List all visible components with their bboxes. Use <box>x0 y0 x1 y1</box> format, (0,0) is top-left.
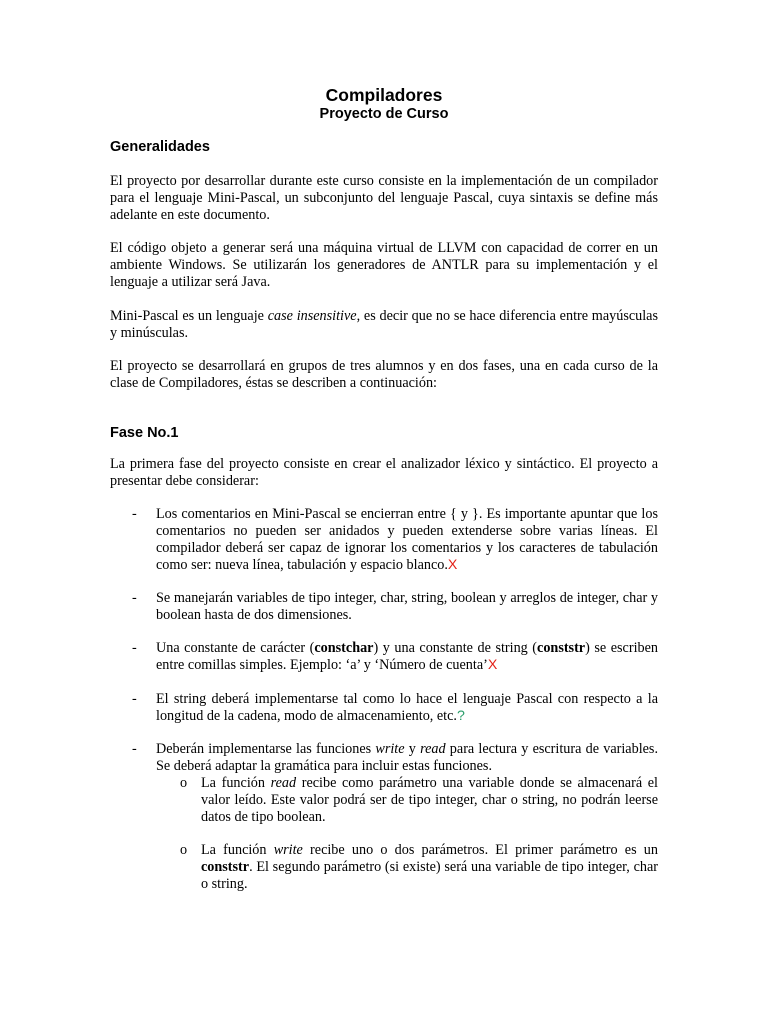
text-run: ) y una constante de string ( <box>373 640 538 656</box>
keyword-conststr: conststr <box>537 640 586 656</box>
paragraph-grupos: El proyecto se desarrollará en grupos de tres alumnos y en dos fases, una en cada curso de la clase de Compiladores, éstas se describen a continuación: <box>110 358 658 391</box>
red-x-mark: X <box>487 657 498 673</box>
text-run: Los comentarios en Mini-Pascal se encierran entre { y }. Es importante apuntar que los comentarios no pueden ser anidados y pueden extenderse sobre varias líneas. El compilador deberá ser capaz de ignorar los comentarios y los caracteres de tabulación como ser: nueva línea, tabulación y espacio blanco. <box>156 506 658 573</box>
text-run: La función <box>201 842 274 858</box>
text-run: Mini-Pascal es un lenguaje <box>110 308 268 324</box>
list-dash: - <box>132 691 137 707</box>
red-x-mark: X <box>447 557 458 573</box>
list-item-text <box>156 691 658 725</box>
document-subtitle: Proyecto de Curso <box>319 106 449 122</box>
sub-bullet: o <box>180 775 188 791</box>
sub-item-text <box>201 775 658 826</box>
paragraph-fase1-intro: La primera fase del proyecto consiste en crear el analizador léxico y sintáctico. El proyecto a presentar debe considerar: <box>110 456 658 489</box>
keyword-conststr: conststr <box>201 859 250 875</box>
list-dash: - <box>132 741 137 757</box>
emphasis-read: read <box>270 775 297 791</box>
text-run: . El segundo parámetro (si existe) será una variable de tipo integer, char o string. <box>201 859 658 892</box>
list-dash: - <box>132 506 137 522</box>
text-run: y <box>404 741 421 757</box>
list-item-text <box>156 640 658 674</box>
text-run: La función <box>201 775 271 791</box>
text-run: recibe uno o dos parámetros. El primer parámetro es un <box>302 842 658 858</box>
emphasis-case-insensitive: case insensitive <box>267 308 357 324</box>
paragraph-codigo-objeto: El código objeto a generar será una máquina virtual de LLVM con capacidad de correr en un ambiente Windows. Se utilizarán los generadores de ANTLR para su implementación y el lenguaje a utilizar será Java. <box>110 240 658 290</box>
keyword-constchar: constchar <box>314 640 374 656</box>
list-dash: - <box>132 640 137 656</box>
text-run: , es decir que no se hace diferencia entre mayúsculas y minúsculas. <box>110 308 658 341</box>
text-run: recibe como parámetro una variable donde se almacenará el valor leído. Este valor podrá ser de tipo integer, char o string, no podrán leerse datos de tipo boolean. <box>201 775 658 825</box>
green-question-mark: ? <box>456 708 465 724</box>
paragraph-case-insensitive <box>110 308 658 342</box>
list-dash: - <box>132 590 137 606</box>
section-heading-generalidades: Generalidades <box>110 139 210 155</box>
text-run: para lectura y escritura de variables. Se deberá adaptar la gramática para incluir estas funciones. <box>156 741 658 774</box>
sub-item-text <box>201 842 658 893</box>
text-run: Una constante de carácter ( <box>156 640 315 656</box>
text-run: El string deberá implementarse tal como lo hace el lenguaje Pascal con respecto a la longitud de la cadena, modo de almacenamiento, etc. <box>156 691 658 724</box>
text-run: Deberán implementarse las funciones <box>156 741 376 757</box>
section-heading-fase1: Fase No.1 <box>110 425 179 441</box>
text-run: ) se escriben entre comillas simples. Ejemplo: ‘a’ y ‘Número de cuenta’ <box>156 640 658 673</box>
emphasis-write: write <box>273 842 303 858</box>
list-item-text <box>156 741 658 775</box>
emphasis-read: read <box>420 741 446 757</box>
document-title: Compiladores <box>325 85 443 105</box>
paragraph-intro: El proyecto por desarrollar durante este curso consiste en la implementación de un compilador para el lenguaje Mini-Pascal, un subconjunto del lenguaje Pascal, cuya sintaxis se define más adelante en este documento. <box>110 173 658 223</box>
emphasis-write: write <box>375 741 405 757</box>
list-item-text <box>156 506 658 574</box>
list-item-text: Se manejarán variables de tipo integer, char, string, boolean y arreglos de integer, char y boolean hasta de dos dimensiones. <box>156 590 658 623</box>
sub-bullet: o <box>180 842 188 858</box>
